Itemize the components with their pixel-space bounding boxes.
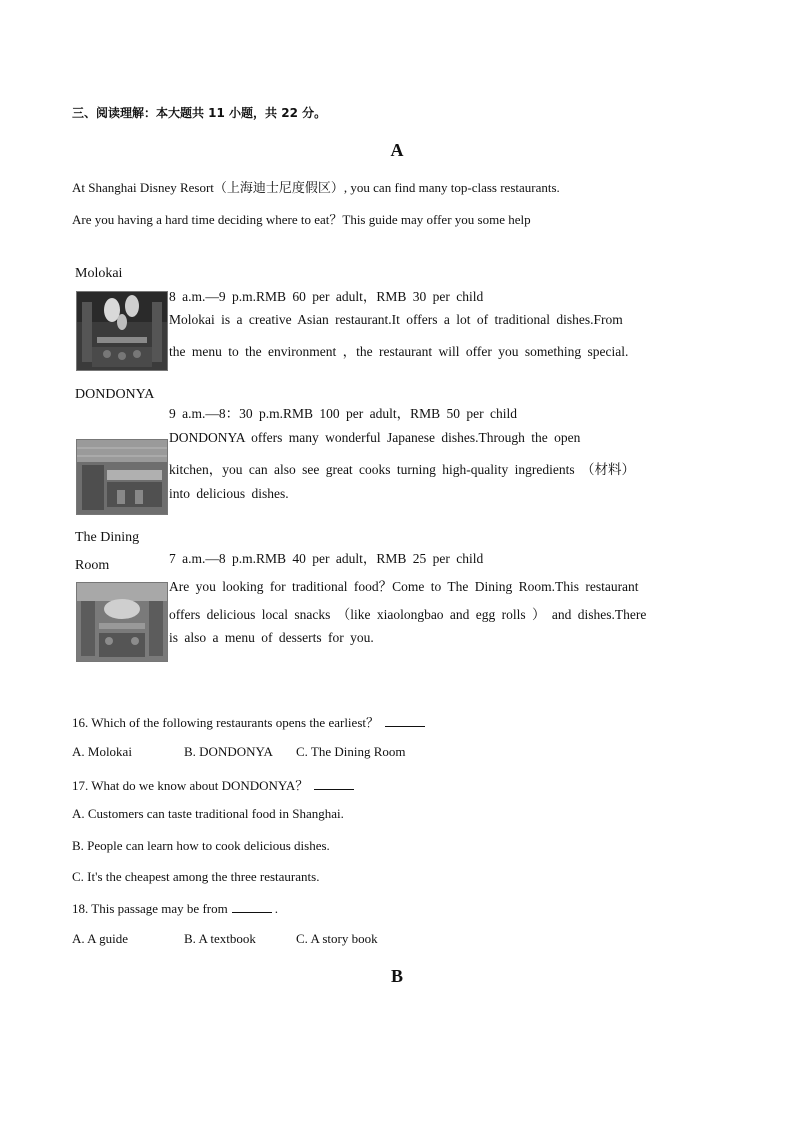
restaurant-name-dining-room: The Dining Room [75,530,140,573]
question-18-stem-end: . [274,901,278,916]
answer-blank-16[interactable] [385,714,425,727]
intro-line-2: Are you having a hard time deciding where to eat？This guide may offer you some help [72,212,531,227]
option-17-b[interactable]: B. People can learn how to cook delicious dishes. [72,838,330,853]
question-17 [72,775,354,794]
answer-blank-17[interactable] [314,777,354,790]
restaurant-desc-dining-room-2: offers delicious local snacks （like xiaolongbao and egg rolls ） and dishes.There [169,607,647,622]
restaurant-desc-molokai-2: the menu to the environment ，the restaurant will offer you something special. [169,344,629,359]
restaurant-photo-dondonya [76,439,168,515]
option-17-a[interactable]: A. Customers can taste traditional food in Shanghai. [72,806,344,821]
restaurant-desc-dining-room-1: Are you looking for traditional food？Come to The Dining Room.This restaurant [169,579,639,594]
restaurant-desc-dondonya-1: DONDONYA offers many wonderful Japanese dishes.Through the open [169,430,581,445]
restaurant-photo-molokai [76,291,168,371]
restaurant-desc-dondonya-2: kitchen，you can also see great cooks turning high-quality ingredients （材料） [169,462,636,477]
part-b-letter: B [390,966,403,986]
option-16-a[interactable]: A. Molokai [72,744,132,759]
restaurant-desc-dondonya-3: into delicious dishes. [169,486,289,501]
option-16-b[interactable]: B. DONDONYA [184,744,273,759]
question-18 [72,900,278,917]
intro-line-1: At Shanghai Disney Resort（上海迪士尼度假区）, you can find many top-class restaurants. [72,180,560,195]
option-18-a[interactable]: A. A guide [72,931,128,946]
restaurant-hours-price-molokai: 8 a.m.—9 p.m.RMB 60 per adult，RMB 30 per child [169,289,484,304]
restaurant-name-dondonya: DONDONYA [75,387,155,402]
restaurant-photo-dining-room [76,582,168,662]
option-18-b[interactable]: B. A textbook [184,931,256,946]
question-18-options [72,931,378,947]
section-heading: 三、阅读理解：本大题共 11 小题，共 22 分。 [72,106,327,120]
restaurant-hours-price-dondonya: 9 a.m.—8：30 p.m.RMB 100 per adult，RMB 50 per child [169,406,517,421]
restaurant-name-molokai: Molokai [75,266,123,281]
question-16 [72,712,425,731]
question-16-options [72,744,406,760]
question-16-stem: 16. Which of the following restaurants opens the earliest？ [72,715,379,730]
restaurant-hours-price-dining-room: 7 a.m.—8 p.m.RMB 40 per adult，RMB 25 per child [169,551,484,566]
answer-blank-18[interactable] [232,900,272,913]
part-a-letter: A [390,140,404,160]
question-18-stem: 18. This passage may be from [72,901,228,916]
restaurant-desc-molokai-1: Molokai is a creative Asian restaurant.It offers a lot of traditional dishes.From [169,312,623,327]
option-18-c[interactable]: C. A story book [296,931,378,946]
question-17-stem: 17. What do we know about DONDONYA？ [72,778,309,793]
restaurant-desc-dining-room-3: is also a menu of desserts for you. [169,630,374,645]
option-17-c[interactable]: C. It's the cheapest among the three restaurants. [72,869,320,884]
option-16-c[interactable]: C. The Dining Room [296,744,406,759]
